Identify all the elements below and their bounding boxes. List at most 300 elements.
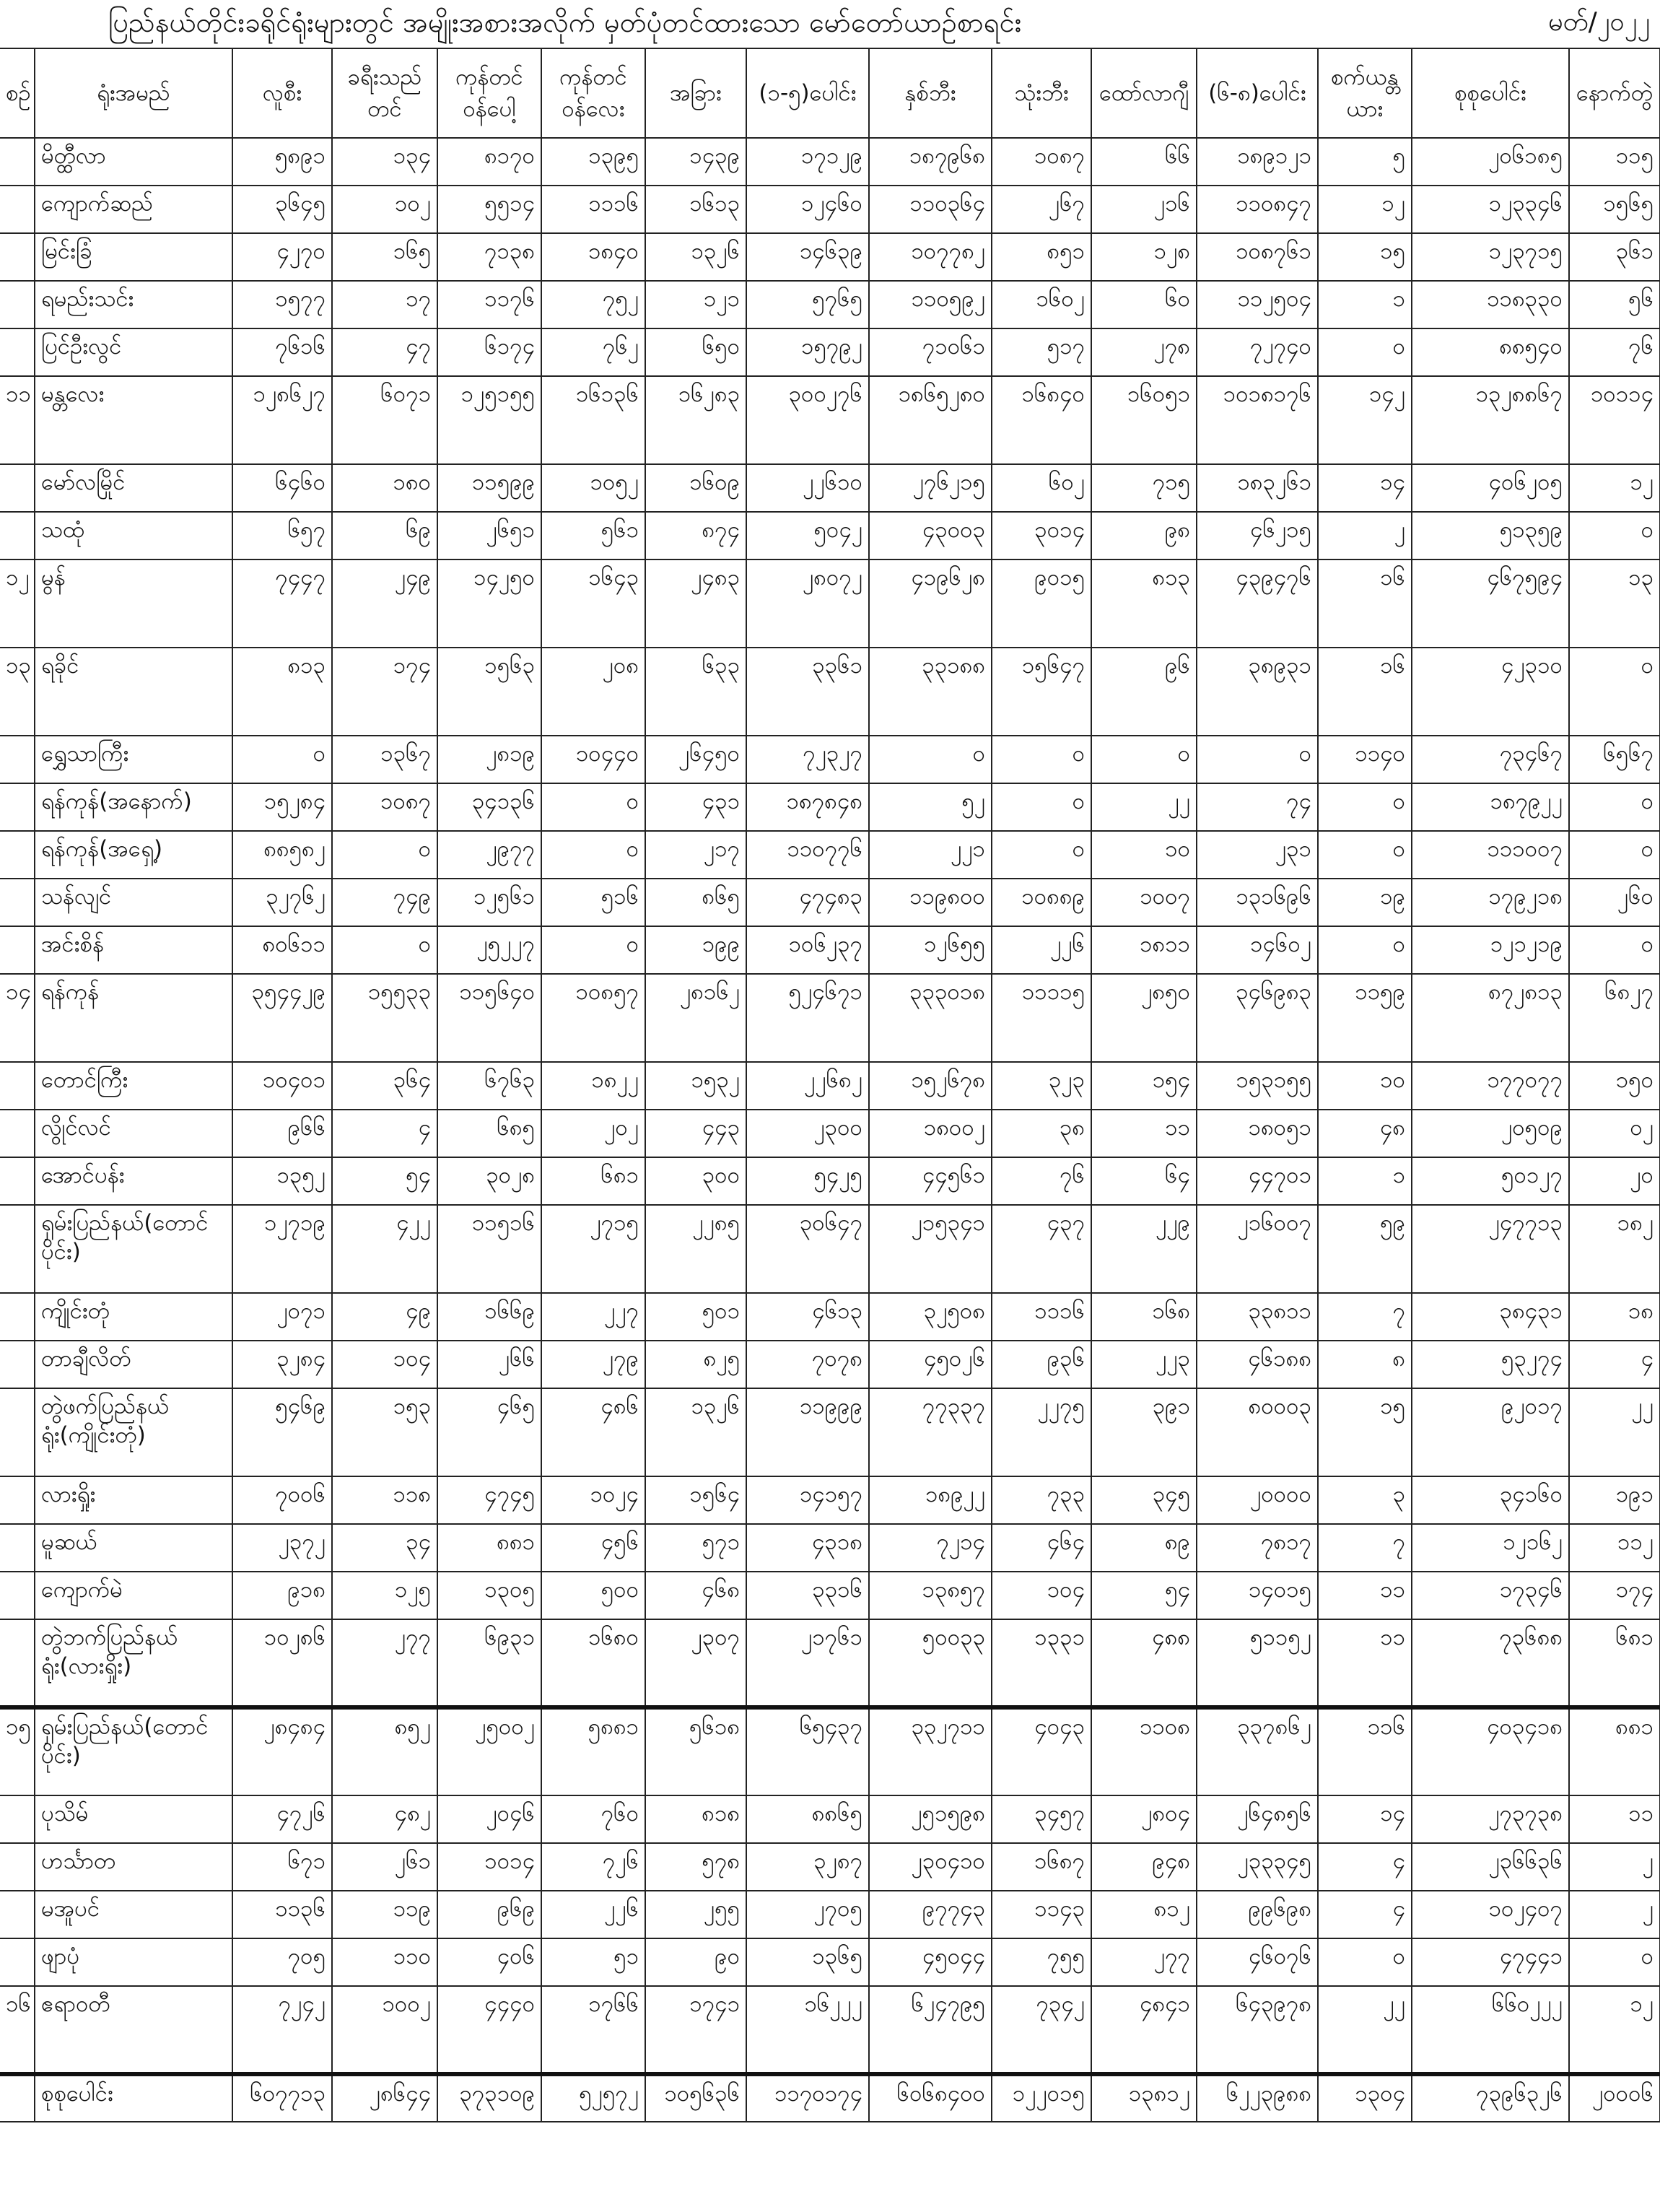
table-cell: ၀	[992, 783, 1091, 831]
table-row	[0, 974, 1660, 1062]
table-cell: ၉၀	[645, 1938, 746, 1986]
table-cell: ၁၀၁၈၁၇၆	[1197, 376, 1318, 464]
table-cell: ၀	[232, 736, 332, 783]
table-row	[0, 464, 1660, 512]
table-cell: ၃၉၁	[1091, 1388, 1197, 1476]
table-cell: ၅၄၂၅	[746, 1157, 869, 1205]
table-cell: ၁၈၆၅၂၈၀	[869, 376, 992, 464]
table-cell: ၂၈၆၄၄	[332, 2074, 437, 2122]
table-cell: ၁၅	[1318, 1388, 1412, 1476]
column-header: စဉ်	[0, 48, 35, 138]
table-row	[0, 138, 1660, 186]
table-cell: ၁၀၈၇	[332, 783, 437, 831]
table-cell: ၅၅၁၄	[437, 186, 541, 233]
table-cell: ၁၉၉	[645, 926, 746, 974]
table-cell: ၁၁၁၁၅	[992, 974, 1091, 1062]
table-cell: ၁၀၁၁၄	[1569, 376, 1660, 464]
table-cell: ၄၃၀၀၃	[869, 512, 992, 559]
table-cell: ၈၁၃	[232, 648, 332, 736]
table-cell: ၁၈၀၀၂	[869, 1110, 992, 1157]
table-cell: ၄၈၄၁	[1091, 1986, 1197, 2074]
table-cell: ၄၅၀၄၄	[869, 1938, 992, 1986]
table-cell: ၀	[1318, 1938, 1412, 1986]
table-cell: ၄၃၉၄၇၆	[1197, 559, 1318, 648]
table-cell: ၀	[1318, 831, 1412, 879]
table-cell: ၇၂၇၄၀	[1197, 328, 1318, 376]
table-cell: ၁၁	[1091, 1110, 1197, 1157]
table-cell: ၃၀၀၂၇၆	[746, 376, 869, 464]
table-cell: ၄၆၁၈၈	[1197, 1341, 1318, 1388]
table-cell: ၃၀၀	[645, 1157, 746, 1205]
table-cell: ၁၇၄	[332, 648, 437, 736]
table-cell: ၁၈၂၂	[541, 1062, 645, 1110]
table-cell: ၃၄	[332, 1524, 437, 1572]
table-row	[0, 1572, 1660, 1619]
table-cell: ၆၆၀၂၂၂	[1412, 1986, 1569, 2074]
table-cell: ၁၅၇၉၂	[746, 328, 869, 376]
table-cell: ၅၆	[1569, 281, 1660, 328]
office-name: ရန်ကုန်(အနောက်)	[35, 783, 232, 831]
table-cell: ၁၉	[1318, 879, 1412, 926]
office-name: စုစုပေါင်း	[35, 2074, 232, 2122]
table-cell: ၁၅၃၂	[645, 1062, 746, 1110]
table-cell: ၃၃၁၆	[746, 1572, 869, 1619]
row-serial: ၁၄	[0, 974, 35, 1062]
table-cell: ၃၆၄	[332, 1062, 437, 1110]
table-cell: ၁၁၄၃	[992, 1891, 1091, 1938]
table-cell: ၁၅၆၄	[645, 1476, 746, 1524]
table-cell: ၁၀၇၇၈၂	[869, 233, 992, 281]
table-cell: ၂၃၆၆၃၆	[1412, 1843, 1569, 1891]
table-cell: ၀	[1569, 783, 1660, 831]
table-cell: ၁၃၀၅	[437, 1572, 541, 1619]
table-cell: ၃၈၉၃၁	[1197, 648, 1318, 736]
table-cell: ၁၈၉၁၂၁	[1197, 138, 1318, 186]
row-serial	[0, 1293, 35, 1341]
table-cell: ၁၀၂	[332, 186, 437, 233]
table-cell: ၁၅၇၇	[232, 281, 332, 328]
table-cell: ၇	[1318, 1524, 1412, 1572]
table-cell: ၁၁၄၀	[1318, 736, 1412, 783]
row-serial	[0, 1843, 35, 1891]
table-cell: ၄၁၉၆၂၈	[869, 559, 992, 648]
table-cell: ၂၆၅၁	[437, 512, 541, 559]
table-cell: ၂၁၆၀၀၇	[1197, 1205, 1318, 1293]
row-serial: ၁၅	[0, 1707, 35, 1795]
table-row	[0, 1795, 1660, 1843]
table-cell: ၂၈၁၆၂	[645, 974, 746, 1062]
table-cell: ၂၀	[1569, 1157, 1660, 1205]
table-cell: ၄	[332, 1110, 437, 1157]
table-cell: ၁၂၁၂၁၉	[1412, 926, 1569, 974]
table-cell: ၇၁၃၈	[437, 233, 541, 281]
table-cell: ၁၇၁၂၉	[746, 138, 869, 186]
table-row	[0, 1110, 1660, 1157]
table-cell: ၃၀၆၄၇	[746, 1205, 869, 1293]
row-serial	[0, 736, 35, 783]
table-cell: ၇၂၆	[541, 1843, 645, 1891]
row-serial	[0, 138, 35, 186]
table-cell: ၂၀၈	[541, 648, 645, 736]
table-cell: ၁၀၁၄	[437, 1843, 541, 1891]
table-cell: ၃၂၅၀၈	[869, 1293, 992, 1341]
table-cell: ၄၃၁၈	[746, 1524, 869, 1572]
table-cell: ၀၂	[1569, 1110, 1660, 1157]
table-cell: ၁၀၈၈၉	[992, 879, 1091, 926]
table-row	[0, 879, 1660, 926]
row-serial	[0, 926, 35, 974]
table-cell: ၄၇၂၆	[232, 1795, 332, 1843]
table-row	[0, 1293, 1660, 1341]
table-cell: ၁	[1318, 281, 1412, 328]
table-cell: ၁၂၄၆၀	[746, 186, 869, 233]
table-cell: ၁၅၆၄၇	[992, 648, 1091, 736]
office-name: တာချီလိတ်	[35, 1341, 232, 1388]
table-cell: ၈၈၁	[437, 1524, 541, 1572]
table-cell: ၉၀၁၅	[992, 559, 1091, 648]
table-cell: ၆၉	[332, 512, 437, 559]
table-cell: ၆၀၇၇၁၃	[232, 2074, 332, 2122]
table-cell: ၄၄၅၆၁	[869, 1157, 992, 1205]
table-cell: ၉၉၆၉၈	[1197, 1891, 1318, 1938]
table-cell: ၄၇	[332, 328, 437, 376]
office-name: ဧရာဝတီ	[35, 1986, 232, 2074]
column-header: ထော်လာဂျီ	[1091, 48, 1197, 138]
table-cell: ၇၇၃၃၇	[869, 1388, 992, 1476]
table-cell: ၄	[1318, 1843, 1412, 1891]
table-cell: ၃၃၆၁	[746, 648, 869, 736]
table-cell: ၁၁	[1318, 1619, 1412, 1707]
table-cell: ၁၆၀၂	[992, 281, 1091, 328]
table-cell: ၄၅၆	[541, 1524, 645, 1572]
table-cell: ၂၂၇၅	[992, 1388, 1091, 1476]
table-cell: ၁၈၇၈၄၈	[746, 783, 869, 831]
table-cell: ၁၀၀၂	[332, 1986, 437, 2074]
table-cell: ၈၀၆၁၁	[232, 926, 332, 974]
table-cell: ၄၄၄၀	[437, 1986, 541, 2074]
table-cell: ၁၃၂၈၈၆၇	[1412, 376, 1569, 464]
table-cell: ၁၇၃၄၆	[1412, 1572, 1569, 1619]
table-cell: ၁၃၃၁	[992, 1619, 1091, 1707]
table-cell: ၂	[1318, 512, 1412, 559]
table-cell: ၁၁၂	[1569, 1524, 1660, 1572]
table-cell: ၉၆၉	[437, 1891, 541, 1938]
table-row	[0, 281, 1660, 328]
page-number: မတ်/၂၀၂၂	[1547, 7, 1650, 37]
table-cell: ၅၁၆	[541, 879, 645, 926]
table-cell: ၂၂၆၈၂	[746, 1062, 869, 1110]
table-cell: ၁၃၆၅	[746, 1938, 869, 1986]
table-cell: ၈၁၂	[1091, 1891, 1197, 1938]
table-row	[0, 926, 1660, 974]
total-row	[0, 2074, 1660, 2122]
table-cell: ၆၈၁	[541, 1157, 645, 1205]
table-cell: ၆၈၅	[437, 1110, 541, 1157]
table-cell: ၂၀၂	[541, 1110, 645, 1157]
office-name: ကျိုင်းတုံ	[35, 1293, 232, 1341]
row-serial	[0, 1619, 35, 1707]
table-cell: ၈၈၁	[1569, 1707, 1660, 1795]
table-row	[0, 1205, 1660, 1293]
table-cell: ၂၈၄၈၄	[232, 1707, 332, 1795]
table-row	[0, 233, 1660, 281]
table-cell: ၄၂၂	[332, 1205, 437, 1293]
table-cell: ၅၇၈	[645, 1843, 746, 1891]
table-cell: ၂၇၃၇၃၈	[1412, 1795, 1569, 1843]
table-cell: ၆၈၂၇	[1569, 974, 1660, 1062]
table-cell: ၄၈၈	[1091, 1619, 1197, 1707]
table-cell: ၃၂၃	[992, 1062, 1091, 1110]
column-header: ကုန်တင်ဝန်ပေါ့	[437, 48, 541, 138]
row-serial	[0, 512, 35, 559]
table-cell: ၈၈၆၅	[746, 1795, 869, 1843]
table-cell: ၁၀၄	[332, 1341, 437, 1388]
table-cell: ၂၇၀၅	[746, 1891, 869, 1938]
table-cell: ၃၈၄၃၁	[1412, 1293, 1569, 1341]
table-cell: ၁၇၄၁	[645, 1986, 746, 2074]
table-cell: ၁၀၄	[992, 1572, 1091, 1619]
page-header	[0, 0, 1660, 48]
table-cell: ၆၇၁	[232, 1843, 332, 1891]
table-cell: ၈၀၀၀၃	[1197, 1388, 1318, 1476]
table-cell: ၈၇၂၈၁၃	[1412, 974, 1569, 1062]
office-name: လားရှိုး	[35, 1476, 232, 1524]
table-cell: ၉၆	[1091, 648, 1197, 736]
table-cell: ၄၀၄၃	[992, 1707, 1091, 1795]
table-cell: ၁၄	[1318, 1795, 1412, 1843]
office-name: ရခိုင်	[35, 648, 232, 736]
column-header: ခရီးသည်တင်	[332, 48, 437, 138]
table-cell: ၁၀၆၂၃၇	[746, 926, 869, 974]
table-cell: ၄၃၁	[645, 783, 746, 831]
table-cell: ၂၉၇၇	[437, 831, 541, 879]
table-cell: ၇၆၁၆	[232, 328, 332, 376]
table-cell: ၉၄၈	[1091, 1843, 1197, 1891]
row-serial	[0, 186, 35, 233]
table-cell: ၃၂၇၆၂	[232, 879, 332, 926]
table-cell: ၅၁	[541, 1938, 645, 1986]
table-cell: ၁၂၃၇၁၅	[1412, 233, 1569, 281]
table-cell: ၁၂	[1318, 186, 1412, 233]
table-cell: ၁၁၀၈	[1091, 1707, 1197, 1795]
table-cell: ၅၇၁	[645, 1524, 746, 1572]
office-name: ရှမ်းပြည်နယ်(တောင်ပိုင်း)	[35, 1707, 232, 1795]
table-cell: ၆၂၄၇၉၅	[869, 1986, 992, 2074]
table-cell: ၆၅၀	[645, 328, 746, 376]
table-cell: ၇၄၄၇	[232, 559, 332, 648]
table-cell: ၁၁၇၀၁၇၄	[746, 2074, 869, 2122]
table-cell: ၂၈၁၉	[437, 736, 541, 783]
table-cell: ၅၆၁	[541, 512, 645, 559]
table-cell: ၁၁၀၈၄၇	[1197, 186, 1318, 233]
table-cell: ၁၉၁	[1569, 1476, 1660, 1524]
column-header: လူစီး	[232, 48, 332, 138]
table-cell: ၈၇၄	[645, 512, 746, 559]
table-cell: ၂၅၁၅၉၈	[869, 1795, 992, 1843]
table-cell: ၀	[541, 926, 645, 974]
table-row	[0, 1062, 1660, 1110]
table-cell: ၂၆၄၈၅၆	[1197, 1795, 1318, 1843]
table-cell: ၂၀၇၁	[232, 1293, 332, 1341]
office-name: ဖျာပုံ	[35, 1938, 232, 1986]
table-cell: ၆၀၂	[992, 464, 1091, 512]
office-name: သထုံ	[35, 512, 232, 559]
table-cell: ၂၃၇၂	[232, 1524, 332, 1572]
table-cell: ၁၅၆၃	[437, 648, 541, 736]
row-serial	[0, 1891, 35, 1938]
table-cell: ၁၄၆၀၂	[1197, 926, 1318, 974]
table-cell: ၂၂၉	[1091, 1205, 1197, 1293]
table-cell: ၅၄	[332, 1157, 437, 1205]
table-cell: ၈	[1318, 1341, 1412, 1388]
table-cell: ၆၈၁	[1569, 1619, 1660, 1707]
row-serial	[0, 1572, 35, 1619]
table-cell: ၁၆၀၉	[645, 464, 746, 512]
table-cell: ၂၇၁၅	[541, 1205, 645, 1293]
table-cell: ၁၃၂၆	[645, 233, 746, 281]
office-name: ပြင်ဦးလွင်	[35, 328, 232, 376]
table-cell: ၄၆၈	[645, 1572, 746, 1619]
office-name: မန္တလေး	[35, 376, 232, 464]
table-cell: ၄၈၆	[541, 1388, 645, 1476]
table-cell: ၁၁၃၆	[232, 1891, 332, 1938]
table-cell: ၁၈၂	[1569, 1205, 1660, 1293]
table-cell: ၁၁၀၃၆၄	[869, 186, 992, 233]
table-cell: ၈၁၈	[645, 1795, 746, 1843]
table-cell: ၂၆၀	[1569, 879, 1660, 926]
table-cell: ၁၄၂၅၀	[437, 559, 541, 648]
table-cell: ၁၂၂၀၁၅	[992, 2074, 1091, 2122]
table-cell: ၄၀၃၄၁၈	[1412, 1707, 1569, 1795]
table-cell: ၅၈၉၁	[232, 138, 332, 186]
table-cell: ၇၀၀၆	[232, 1476, 332, 1524]
table-cell: ၂၇၆၂၁၅	[869, 464, 992, 512]
table-row	[0, 559, 1660, 648]
table-cell: ၂၃၀၄၁၀	[869, 1843, 992, 1891]
table-cell: ၁၈၇၉၆၈	[869, 138, 992, 186]
table-cell: ၅၄	[1091, 1572, 1197, 1619]
table-cell: ၁၄	[1318, 464, 1412, 512]
table-cell: ၃၃၁၈၈	[869, 648, 992, 736]
table-cell: ၆၄	[1091, 1157, 1197, 1205]
table-cell: ၁၁၉၉၉	[746, 1388, 869, 1476]
table-cell: ၂၆၁	[332, 1843, 437, 1891]
table-cell: ၆၂၂၃၉၈၈	[1197, 2074, 1318, 2122]
table-cell: ၄၀၆	[437, 1938, 541, 1986]
table-cell: ၁၅၀	[1569, 1062, 1660, 1110]
office-name: မူဆယ်	[35, 1524, 232, 1572]
table-cell: ၁၃၅၂	[232, 1157, 332, 1205]
table-cell: ၅၁၇	[992, 328, 1091, 376]
table-cell: ၀	[1569, 512, 1660, 559]
table-cell: ၃	[1318, 1476, 1412, 1524]
table-cell: ၁၆၁၃၆	[541, 376, 645, 464]
table-row	[0, 648, 1660, 736]
table-cell: ၁၁၁၆	[541, 186, 645, 233]
office-name: ရှမ်းပြည်နယ်(တောင်ပိုင်း)	[35, 1205, 232, 1293]
table-cell: ၀	[1197, 736, 1318, 783]
table-cell: ၂၃၀၀	[746, 1110, 869, 1157]
table-cell: ၁၂၅	[332, 1572, 437, 1619]
table-cell: ၁၁၉	[332, 1891, 437, 1938]
row-serial: ၁၁	[0, 376, 35, 464]
table-cell: ၂၁၆	[1091, 186, 1197, 233]
table-cell: ၄၉	[332, 1293, 437, 1341]
vehicle-registration-table	[0, 48, 1660, 2122]
table-cell: ၈၁၇၀	[437, 138, 541, 186]
column-header: နှစ်ဘီး	[869, 48, 992, 138]
table-cell: ၁၁၈၃၃၀	[1412, 281, 1569, 328]
column-header: ကုန်တင်ဝန်လေး	[541, 48, 645, 138]
table-cell: ၅၇၆၅	[746, 281, 869, 328]
table-cell: ၂၂၆၁၀	[746, 464, 869, 512]
table-cell: ၁၈၁၁	[1091, 926, 1197, 974]
row-serial	[0, 233, 35, 281]
table-cell: ၄၃၇	[992, 1205, 1091, 1293]
table-cell: ၄၆၅	[437, 1388, 541, 1476]
table-cell: ၄	[1569, 1341, 1660, 1388]
table-cell: ၁၁	[1318, 1572, 1412, 1619]
table-cell: ၂၂၆	[992, 926, 1091, 974]
table-cell: ၁၁၀	[332, 1938, 437, 1986]
table-cell: ၃၃၈၁၁	[1197, 1293, 1318, 1341]
table-cell: ၂၇၇	[332, 1619, 437, 1707]
table-cell: ၁၆	[1318, 559, 1412, 648]
table-cell: ၉၆၆	[232, 1110, 332, 1157]
table-row	[0, 736, 1660, 783]
table-cell: ၁၁၈	[332, 1476, 437, 1524]
table-cell: ၁၂	[1569, 464, 1660, 512]
table-cell: ၃၄၆၉၈၃	[1197, 974, 1318, 1062]
office-name: ကျောက်မဲ	[35, 1572, 232, 1619]
row-serial	[0, 328, 35, 376]
table-cell: ၁၀၅၂	[541, 464, 645, 512]
table-cell: ၈၅၁	[992, 233, 1091, 281]
table-cell: ၅၀၁၂၇	[1412, 1157, 1569, 1205]
column-header: အခြား	[645, 48, 746, 138]
table-row	[0, 1341, 1660, 1388]
table-cell: ၁၂၆၅၅	[869, 926, 992, 974]
table-cell: ၂၀၆၁၈၅	[1412, 138, 1569, 186]
row-serial: ၁၆	[0, 1986, 35, 2074]
table-cell: ၁၈၀	[332, 464, 437, 512]
table-cell: ၃၃၇၈၆၂	[1197, 1707, 1318, 1795]
table-cell: ၁၁၀၅၉၂	[869, 281, 992, 328]
table-cell: ၀	[869, 736, 992, 783]
table-cell: ၆၅၄၃၇	[746, 1707, 869, 1795]
table-cell: ၈၈၅၈၂	[232, 831, 332, 879]
table-cell: ၂၁၇	[645, 831, 746, 879]
table-cell: ၂၂	[1569, 1388, 1660, 1476]
table-cell: ၀	[1091, 736, 1197, 783]
table-cell: ၃၀၁၄	[992, 512, 1091, 559]
table-cell: ၅၄၆၉	[232, 1388, 332, 1476]
table-cell: ၁၈၄၀	[541, 233, 645, 281]
table-cell: ၁၁	[1569, 1795, 1660, 1843]
table-cell: ၁၅၆၅	[1569, 186, 1660, 233]
table-cell: ၁၁၆	[1318, 1707, 1412, 1795]
table-cell: ၆၄၃၉၇၈	[1197, 1986, 1318, 2074]
column-header: ရုံးအမည်	[35, 48, 232, 138]
table-cell: ၁၆၈၇	[992, 1843, 1091, 1891]
table-cell: ၁၅	[1318, 233, 1412, 281]
table-cell: ၁၁၅၆၄၀	[437, 974, 541, 1062]
table-cell: ၀	[1318, 926, 1412, 974]
table-cell: ၁၂၁	[645, 281, 746, 328]
office-name: ကျောက်ဆည်	[35, 186, 232, 233]
table-cell: ၁၃၈၁၂	[1091, 2074, 1197, 2122]
table-cell: ၁၇၄	[1569, 1572, 1660, 1619]
